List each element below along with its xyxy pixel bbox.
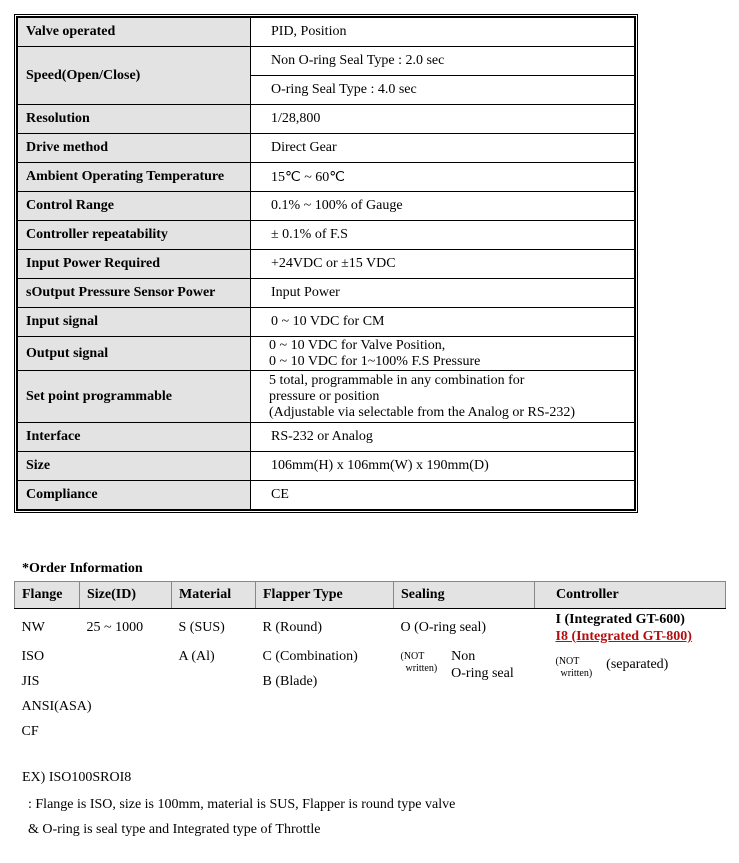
header-material: Material <box>172 582 256 609</box>
flapper-option: R (Round) <box>262 620 322 635</box>
example-explanation: : Flange is ISO, size is 100mm, material is SUS, Flapper is round type valve <box>28 797 456 812</box>
spec-value <box>251 337 635 371</box>
spec-value-line: pressure or position <box>269 388 380 404</box>
example-explanation-continued: & O-ring is seal type and Integrated type of Throttle <box>28 822 321 837</box>
spec-label: Output signal <box>18 337 251 371</box>
material-option: A (Al) <box>178 649 215 664</box>
sealing-option-not-written <box>401 648 528 682</box>
spec-value: Input Power <box>251 279 635 308</box>
not-written-note: (NOT written) <box>555 656 593 679</box>
spec-label: Resolution <box>18 105 251 134</box>
material-option: S (SUS) <box>178 620 225 635</box>
sealing-option: O (O-ring seal) <box>400 620 487 635</box>
header-size: Size(ID) <box>80 582 172 609</box>
sealing-non-oring: Non O-ring seal <box>451 649 514 681</box>
spec-label: Input signal <box>18 308 251 337</box>
spec-label: Ambient Operating Temperature <box>18 163 251 192</box>
spec-label: Size <box>18 452 251 481</box>
controller-option: I (Integrated GT-600) <box>555 612 685 627</box>
order-table <box>14 581 725 744</box>
spec-label: Valve operated <box>18 18 251 47</box>
spec-value: O-ring Seal Type : 4.0 sec <box>251 76 635 105</box>
size-column <box>80 609 172 745</box>
not-written-note: (NOT written) <box>400 651 438 674</box>
example-code: EX) ISO100SROI8 <box>22 770 132 785</box>
spec-label: Speed(Open/Close) <box>18 47 251 105</box>
spec-value-line: 5 total, programmable in any combination for <box>269 372 525 388</box>
size-option: 25 ~ 1000 <box>86 620 144 635</box>
flange-option: ISO <box>21 649 45 664</box>
flange-column <box>15 609 92 745</box>
header-controller: Controller <box>535 582 726 609</box>
sealing-column <box>394 609 535 745</box>
spec-label: Compliance <box>18 481 251 510</box>
spec-value: PID, Position <box>251 18 635 47</box>
spec-value-line: 0 ~ 10 VDC for Valve Position, <box>269 337 446 353</box>
spec-label: Input Power Required <box>18 250 251 279</box>
flange-option: JIS <box>21 674 40 689</box>
spec-value: 106mm(H) x 106mm(W) x 190mm(D) <box>251 452 635 481</box>
flange-option: CF <box>21 724 39 739</box>
order-information-title: *Order Information <box>22 561 143 576</box>
spec-value <box>251 371 635 423</box>
header-sealing: Sealing <box>394 582 535 609</box>
spec-label: sOutput Pressure Sensor Power <box>18 279 251 308</box>
spec-label: Set point programmable <box>18 371 251 423</box>
header-flange: Flange <box>15 582 80 609</box>
spec-value-line: (Adjustable via selectable from the Analog or RS-232) <box>269 404 575 420</box>
spec-label: Controller repeatability <box>18 221 251 250</box>
controller-option-highlighted: I8 (Integrated GT-800) <box>555 629 692 644</box>
spec-label: Interface <box>18 423 251 452</box>
controller-option-not-written <box>556 656 719 680</box>
spec-value: Non O-ring Seal Type : 2.0 sec <box>251 47 635 76</box>
spec-value: ± 0.1% of F.S <box>251 221 635 250</box>
flange-option: NW <box>21 620 45 635</box>
spec-value: +24VDC or ±15 VDC <box>251 250 635 279</box>
spec-value: 15℃ ~ 60℃ <box>251 163 635 192</box>
flapper-option: B (Blade) <box>262 674 318 689</box>
controller-column <box>535 609 726 745</box>
controller-separated: (separated) <box>606 657 669 672</box>
material-column <box>172 609 256 745</box>
flange-option: ANSI(ASA) <box>21 699 92 714</box>
spec-label: Drive method <box>18 134 251 163</box>
flapper-column <box>256 609 394 745</box>
spec-table <box>14 14 638 513</box>
spec-label: Control Range <box>18 192 251 221</box>
spec-value: 0 ~ 10 VDC for CM <box>251 308 635 337</box>
flapper-option: C (Combination) <box>262 649 358 664</box>
spec-value-line: 0 ~ 10 VDC for 1~100% F.S Pressure <box>269 353 481 369</box>
spec-value: 0.1% ~ 100% of Gauge <box>251 192 635 221</box>
spec-value: 1/28,800 <box>251 105 635 134</box>
spec-value: Direct Gear <box>251 134 635 163</box>
header-flapper-type: Flapper Type <box>256 582 394 609</box>
spec-value: RS-232 or Analog <box>251 423 635 452</box>
spec-value: CE <box>251 481 635 510</box>
